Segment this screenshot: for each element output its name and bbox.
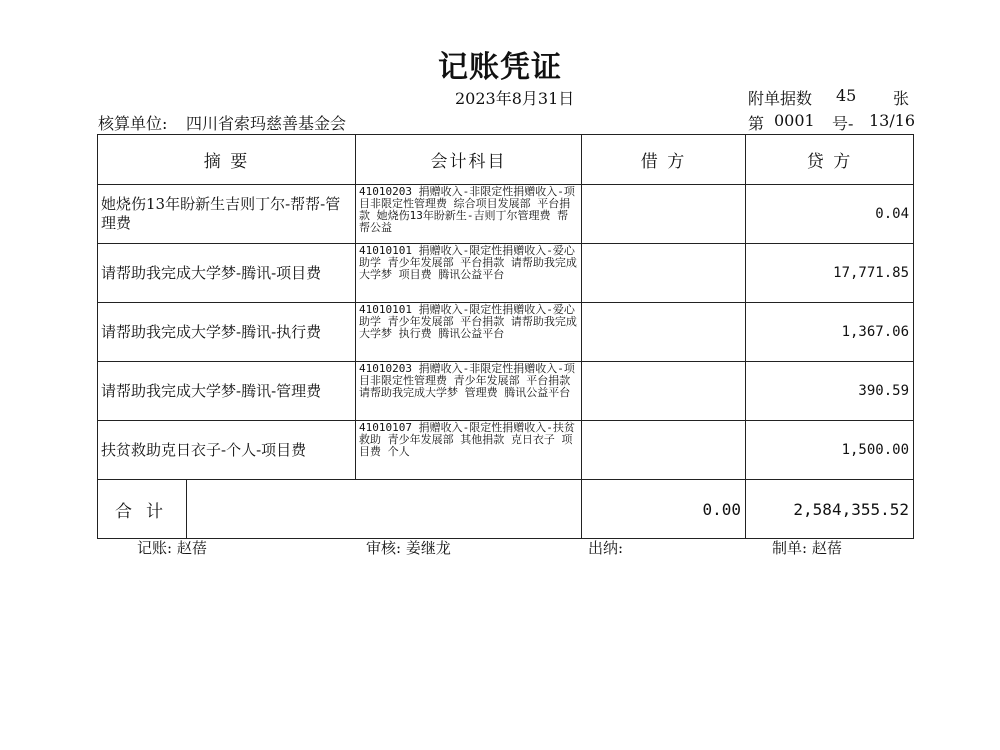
attachments-label: 附单据数	[748, 89, 813, 108]
row-debit	[582, 244, 746, 303]
table-row	[98, 421, 914, 480]
row-summary: 请帮助我完成大学梦-腾讯-执行费	[98, 303, 356, 362]
header-summary: 摘 要	[98, 135, 356, 185]
preparer: 制单: 赵蓓	[772, 539, 842, 557]
table-row	[98, 303, 914, 362]
row-account: 41010203 捐赠收入-非限定性捐赠收入-项目非限定性管理费 青少年发展部 平台捐款 请帮助我完成大学梦 管理费 腾讯公益平台	[356, 362, 582, 421]
attachments-count: 45	[836, 86, 857, 105]
row-account: 41010107 捐赠收入-限定性捐赠收入-扶贫救助 青少年发展部 其他捐款 克日衣子 项目费 个人	[356, 421, 582, 480]
voucher-suffix: 号-	[832, 114, 854, 133]
table-row	[98, 185, 914, 244]
row-credit: 390.59	[746, 362, 914, 421]
voucher-table	[97, 134, 914, 539]
row-account: 41010101 捐赠收入-限定性捐赠收入-爱心助学 青少年发展部 平台捐款 请帮助我完成大学梦 项目费 腾讯公益平台	[356, 244, 582, 303]
voucher-date: 2023年8月31日	[455, 89, 575, 108]
row-credit: 0.04	[746, 185, 914, 244]
row-account: 41010101 捐赠收入-限定性捐赠收入-爱心助学 青少年发展部 平台捐款 请帮助我完成大学梦 执行费 腾讯公益平台	[356, 303, 582, 362]
row-account: 41010203 捐赠收入-非限定性捐赠收入-项目非限定性管理费 综合项目发展部 平台捐款 她烧伤13年盼新生-吉则丁尔管理费 帮帮公益	[356, 185, 582, 244]
total-row	[98, 480, 914, 539]
row-debit	[582, 421, 746, 480]
auditor: 审核: 姜继龙	[366, 539, 451, 557]
header-credit: 贷 方	[746, 135, 914, 185]
row-summary: 她烧伤13年盼新生吉则丁尔-帮帮-管理费	[98, 185, 356, 244]
total-debit: 0.00	[582, 480, 746, 539]
unit-label: 核算单位:	[98, 114, 168, 133]
total-label: 合计	[98, 480, 187, 538]
table-row	[98, 244, 914, 303]
row-credit: 1,500.00	[746, 421, 914, 480]
row-debit	[582, 185, 746, 244]
row-credit: 1,367.06	[746, 303, 914, 362]
row-debit	[582, 303, 746, 362]
row-credit: 17,771.85	[746, 244, 914, 303]
row-summary: 扶贫救助克日衣子-个人-项目费	[98, 421, 356, 480]
total-label-cell	[98, 480, 582, 539]
row-debit	[582, 362, 746, 421]
voucher-title: 记账凭证	[438, 50, 562, 85]
header-row	[98, 135, 914, 185]
header-account: 会计科目	[356, 135, 582, 185]
unit-name: 四川省索玛慈善基金会	[186, 114, 347, 133]
bookkeeper: 记账: 赵蓓	[137, 539, 207, 557]
total-credit: 2,584,355.52	[746, 480, 914, 539]
row-summary: 请帮助我完成大学梦-腾讯-项目费	[98, 244, 356, 303]
voucher-page: 13/16	[869, 111, 916, 130]
voucher-number: 0001	[774, 111, 815, 130]
cashier: 出纳:	[588, 539, 624, 557]
header-debit: 借 方	[582, 135, 746, 185]
attachments-unit: 张	[893, 89, 910, 108]
table-row	[98, 362, 914, 421]
row-summary: 请帮助我完成大学梦-腾讯-管理费	[98, 362, 356, 421]
voucher-prefix: 第	[748, 114, 765, 133]
